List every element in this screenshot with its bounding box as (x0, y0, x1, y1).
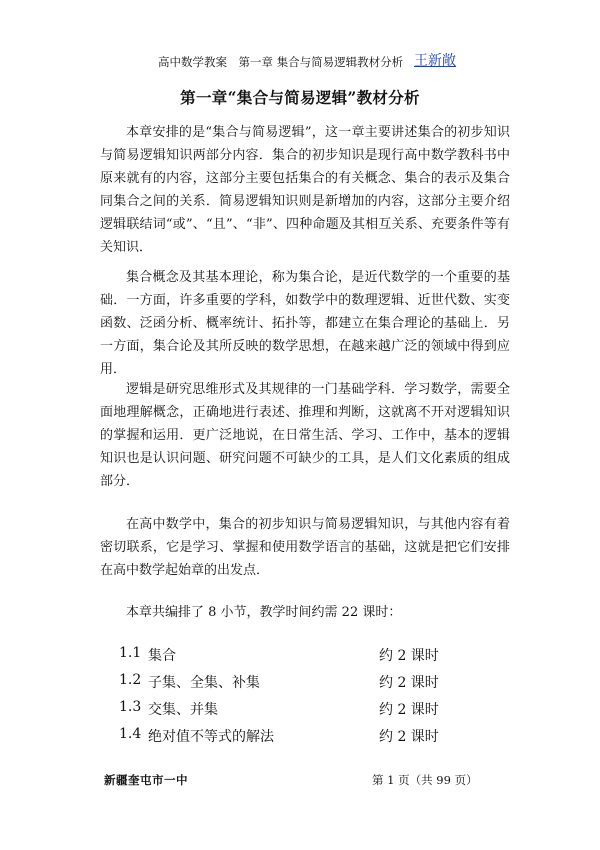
section-name: 交集、并集 (148, 702, 218, 718)
section-row (119, 699, 479, 726)
section-number: 1.2 (119, 672, 142, 688)
page-footer (0, 772, 600, 792)
header-author-link[interactable]: 王新敞 (414, 53, 456, 69)
section-number: 1.4 (119, 726, 142, 742)
paragraph-logic: 逻辑是研究思维形式及其规律的一门基础学科．学习数学，需要全面地理解概念，正确地进行表述、推理和判断，这就离不开对逻辑知识的掌握和运用．更广泛地说，在日常生活、学习、工作中，基本的逻辑知识也是认识问题、研究问题不可缺少的工具，是人们文化素质的组成部分． (100, 382, 510, 489)
document-title: 第一章“集合与简易逻辑”教材分析 (180, 88, 420, 107)
paragraph-set-theory: 集合概念及其基本理论，称为集合论，是近代数学的一个重要的基础．一方面，许多重要的学科，如数学中的数理逻辑、近世代数、实变函数、泛函分析、概率统计、拓扑等，都建立在集合理论的基础上．另一方面，集合论及其所反映的数学思想，在越来越广泛的领域中得到应用． (100, 270, 510, 377)
section-hours: 约 2 课时 (379, 702, 439, 718)
section-hours: 约 2 课时 (379, 729, 439, 745)
header-text: 高中数学教案 第一章 集合与简易逻辑教材分析 (158, 55, 404, 69)
footer-school: 新疆奎屯市一中 (104, 773, 188, 787)
section-hours: 约 2 课时 (379, 648, 439, 664)
paragraph-placement: 在高中数学中，集合的初步知识与简易逻辑知识，与其他内容有着密切联系，它是学习、掌握和使用数学语言的基础，这就是把它们安排在高中数学起始章的出发点． (100, 517, 510, 578)
section-row (119, 672, 479, 699)
section-hours: 约 2 课时 (379, 675, 439, 691)
section-name: 子集、全集、补集 (148, 675, 260, 691)
section-list (119, 645, 479, 753)
page-header (0, 50, 600, 74)
section-row (119, 726, 479, 753)
section-name: 集合 (148, 648, 176, 664)
section-name: 绝对值不等式的解法 (148, 729, 274, 745)
paragraph-intro: 本章安排的是“集合与简易逻辑”，这一章主要讲述集合的初步知识与简易逻辑知识两部分内容．集合的初步知识是现行高中数学教科书中原来就有的内容，这部分主要包括集合的有关概念、集合的表示及集合同集合之间的关系．简易逻辑知识则是新增加的内容，这部分主要介绍逻辑联结词“或”、“且”、“非”、四种命题及其相互关系、充要条件等有关知识． (100, 125, 510, 255)
section-number: 1.3 (119, 699, 142, 715)
footer-page-number: 第 1 页（共 99 页） (372, 773, 478, 787)
paragraph-schedule: 本章共编排了 8 小节，教学时间约需 22 课时： (126, 605, 402, 620)
section-number: 1.1 (119, 645, 142, 661)
section-row (119, 645, 479, 672)
